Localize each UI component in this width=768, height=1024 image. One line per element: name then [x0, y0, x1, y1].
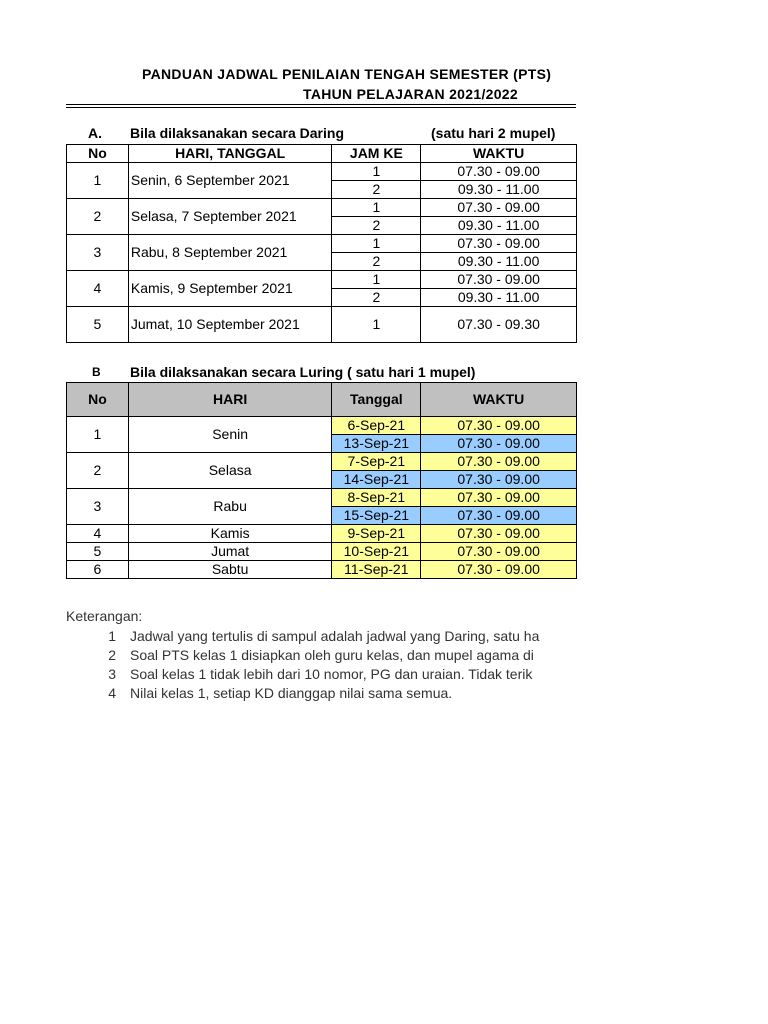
section-a-letter: A. [88, 125, 102, 141]
header-tanggal: Tanggal [332, 383, 421, 417]
row-tanggal: 10-Sep-21 [332, 543, 421, 561]
row-number: 5 [67, 307, 129, 343]
row-number: 2 [67, 199, 129, 235]
row-day: Jumat [128, 543, 332, 561]
row-waktu: 07.30 - 09.00 [421, 507, 577, 525]
row-jam-ke: 2 [332, 253, 421, 271]
row-tanggal: 13-Sep-21 [332, 435, 421, 453]
row-tanggal: 6-Sep-21 [332, 417, 421, 435]
table-row [67, 307, 577, 343]
row-day: Kamis [128, 525, 332, 543]
table-header-row [67, 145, 577, 163]
note-number: 3 [108, 666, 116, 682]
header-waktu: WAKTU [421, 145, 577, 163]
row-waktu: 07.30 - 09.00 [421, 199, 577, 217]
section-a-note: (satu hari 2 mupel) [431, 125, 556, 141]
row-day: Rabu [128, 489, 332, 525]
table-row [67, 271, 577, 289]
row-jam-ke: 2 [332, 289, 421, 307]
note-text: Jadwal yang tertulis di sampul adalah jadwal yang Daring, satu ha [130, 628, 540, 644]
row-waktu: 07.30 - 09.00 [421, 543, 577, 561]
row-tanggal: 7-Sep-21 [332, 453, 421, 471]
row-number: 4 [67, 525, 129, 543]
row-waktu: 07.30 - 09.00 [421, 561, 577, 579]
row-waktu: 07.30 - 09.00 [421, 435, 577, 453]
note-text: Soal PTS kelas 1 disiapkan oleh guru kelas, dan mupel agama di [130, 647, 534, 663]
row-waktu: 07.30 - 09.00 [421, 417, 577, 435]
row-number: 1 [67, 163, 129, 199]
table-row [67, 199, 577, 217]
row-day-date: Jumat, 10 September 2021 [128, 307, 332, 343]
table-row [67, 525, 577, 543]
section-b-letter: B [92, 365, 101, 379]
row-day: Sabtu [128, 561, 332, 579]
header-no: No [67, 145, 129, 163]
row-number: 5 [67, 543, 129, 561]
row-day-date: Rabu, 8 September 2021 [128, 235, 332, 271]
note-number: 2 [108, 647, 116, 663]
row-day-date: Selasa, 7 September 2021 [128, 199, 332, 235]
document-subtitle: TAHUN PELAJARAN 2021/2022 [303, 86, 518, 102]
row-waktu: 07.30 - 09.00 [421, 471, 577, 489]
row-jam-ke: 1 [332, 271, 421, 289]
row-number: 4 [67, 271, 129, 307]
row-jam-ke: 1 [332, 199, 421, 217]
section-b-heading: Bila dilaksanakan secara Luring ( satu hari 1 mupel) [130, 364, 476, 380]
row-tanggal: 9-Sep-21 [332, 525, 421, 543]
table-row [67, 235, 577, 253]
daring-schedule-table [66, 144, 577, 343]
row-waktu: 07.30 - 09.00 [421, 235, 577, 253]
table-row [67, 543, 577, 561]
note-number: 1 [108, 628, 116, 644]
header-no: No [67, 383, 129, 417]
title-divider [66, 104, 576, 105]
table-row [67, 163, 577, 181]
row-waktu: 09.30 - 11.00 [421, 253, 577, 271]
notes-label: Keterangan: [66, 608, 143, 624]
table-header-row [67, 383, 577, 417]
row-number: 6 [67, 561, 129, 579]
table-row [67, 417, 577, 435]
row-day: Senin [128, 417, 332, 453]
header-waktu: WAKTU [421, 383, 577, 417]
row-number: 3 [67, 489, 129, 525]
row-waktu: 07.30 - 09.30 [421, 307, 577, 343]
row-waktu: 07.30 - 09.00 [421, 489, 577, 507]
row-tanggal: 14-Sep-21 [332, 471, 421, 489]
row-waktu: 07.30 - 09.00 [421, 453, 577, 471]
row-jam-ke: 1 [332, 163, 421, 181]
row-number: 2 [67, 453, 129, 489]
row-number: 3 [67, 235, 129, 271]
row-number: 1 [67, 417, 129, 453]
row-waktu: 07.30 - 09.00 [421, 271, 577, 289]
luring-schedule-table [66, 382, 577, 579]
header-hari-tanggal: HARI, TANGGAL [128, 145, 332, 163]
row-jam-ke: 2 [332, 181, 421, 199]
row-waktu: 07.30 - 09.00 [421, 163, 577, 181]
section-a-heading: Bila dilaksanakan secara Daring [130, 125, 344, 141]
row-tanggal: 8-Sep-21 [332, 489, 421, 507]
note-text: Soal kelas 1 tidak lebih dari 10 nomor, PG dan uraian. Tidak terik [130, 666, 533, 682]
document-title: PANDUAN JADWAL PENILAIAN TENGAH SEMESTER (PTS) [142, 66, 552, 82]
header-hari: HARI [128, 383, 332, 417]
row-day: Selasa [128, 453, 332, 489]
row-waktu: 09.30 - 11.00 [421, 289, 577, 307]
row-waktu: 09.30 - 11.00 [421, 217, 577, 235]
row-jam-ke: 2 [332, 217, 421, 235]
row-jam-ke: 1 [332, 307, 421, 343]
row-day-date: Senin, 6 September 2021 [128, 163, 332, 199]
row-tanggal: 15-Sep-21 [332, 507, 421, 525]
row-waktu: 09.30 - 11.00 [421, 181, 577, 199]
row-day-date: Kamis, 9 September 2021 [128, 271, 332, 307]
note-text: Nilai kelas 1, setiap KD dianggap nilai sama semua. [130, 685, 453, 701]
title-divider-thin [66, 107, 576, 108]
header-jam-ke: JAM KE [332, 145, 421, 163]
table-row [67, 561, 577, 579]
row-tanggal: 11-Sep-21 [332, 561, 421, 579]
table-row [67, 489, 577, 507]
table-row [67, 453, 577, 471]
row-jam-ke: 1 [332, 235, 421, 253]
note-number: 4 [108, 685, 116, 701]
row-waktu: 07.30 - 09.00 [421, 525, 577, 543]
